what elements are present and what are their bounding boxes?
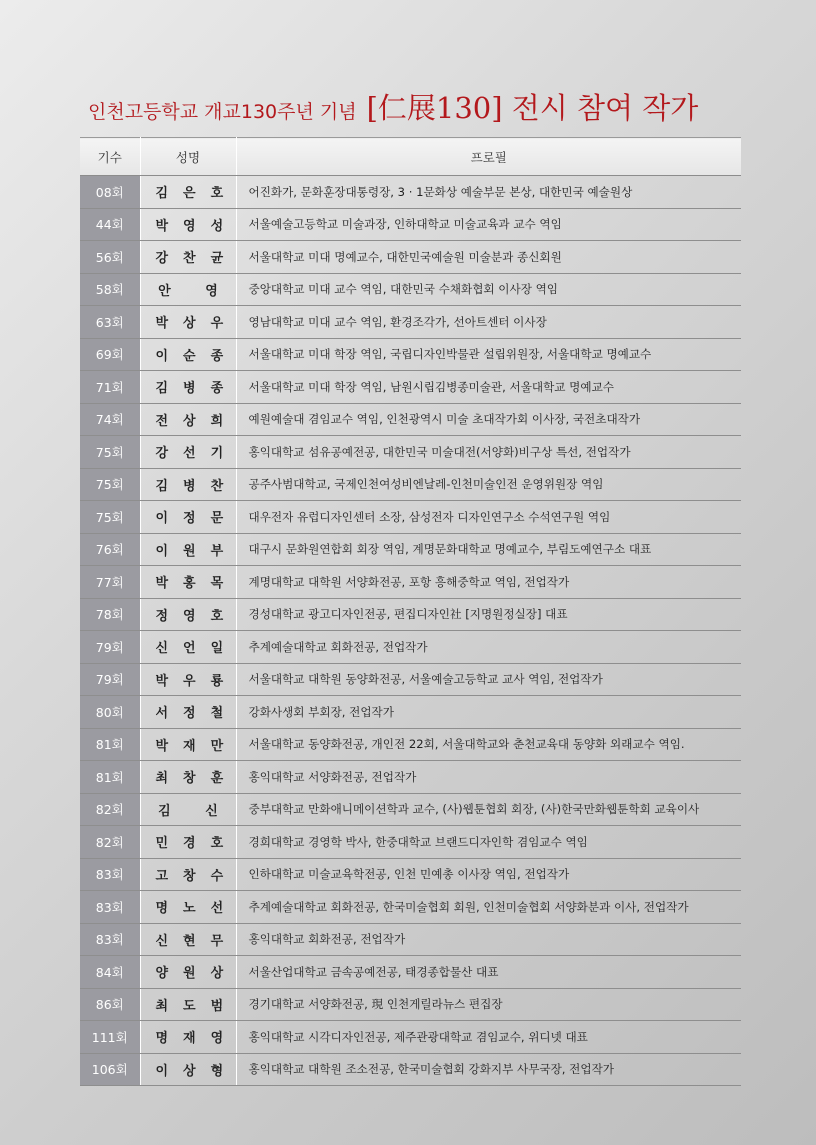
table-row xyxy=(80,891,741,924)
name-cell: 민경호 xyxy=(140,826,236,859)
class-number-cell: 58회 xyxy=(80,273,140,306)
table-row xyxy=(80,956,741,989)
table-row xyxy=(80,241,741,274)
profile-cell: 서울대학교 동양화전공, 개인전 22회, 서울대학교와 춘천교육대 동양화 외래교수 역임. xyxy=(236,728,741,761)
table-row xyxy=(80,988,741,1021)
profile-cell: 공주사범대학교, 국제인천여성비엔날레-인천미술인전 운영위원장 역임 xyxy=(236,468,741,501)
profile-cell: 추계예술대학교 회화전공, 한국미술협회 회원, 인천미술협회 서양화분과 이사, 전업작가 xyxy=(236,891,741,924)
table-row xyxy=(80,501,741,534)
profile-cell: 중부대학교 만화애니메이션학과 교수, (사)웹툰협회 회장, (사)한국만화웹툰학회 교육이사 xyxy=(236,793,741,826)
table-row xyxy=(80,306,741,339)
table-row xyxy=(80,371,741,404)
profile-cell: 서울대학교 미대 학장 역임, 국립디자인박물관 설립위원장, 서울대학교 명예교수 xyxy=(236,338,741,371)
name-cell: 이정문 xyxy=(140,501,236,534)
name-cell: 박영성 xyxy=(140,208,236,241)
table-header-row xyxy=(80,138,741,176)
class-number-cell: 77회 xyxy=(80,566,140,599)
header-profile: 프로필 xyxy=(236,138,741,176)
artist-table xyxy=(80,137,741,1086)
title-main: [仁展130] 전시 참여 작가 xyxy=(366,91,699,125)
table-row xyxy=(80,403,741,436)
profile-cell: 계명대학교 대학원 서양화전공, 포항 흥해중학교 역임, 전업작가 xyxy=(236,566,741,599)
table-row xyxy=(80,273,741,306)
profile-cell: 추계예술대학교 회화전공, 전업작가 xyxy=(236,631,741,664)
class-number-cell: 81회 xyxy=(80,728,140,761)
class-number-cell: 79회 xyxy=(80,663,140,696)
profile-cell: 강화사생회 부회장, 전업작가 xyxy=(236,696,741,729)
table-row xyxy=(80,338,741,371)
table-row xyxy=(80,923,741,956)
name-cell: 고창수 xyxy=(140,858,236,891)
class-number-cell: 75회 xyxy=(80,501,140,534)
profile-cell: 서울대학교 미대 학장 역임, 남원시립김병종미술관, 서울대학교 명예교수 xyxy=(236,371,741,404)
class-number-cell: 84회 xyxy=(80,956,140,989)
class-number-cell: 79회 xyxy=(80,631,140,664)
profile-cell: 서울산업대학교 금속공예전공, 태경종합물산 대표 xyxy=(236,956,741,989)
profile-cell: 인하대학교 미술교육학전공, 인천 민예총 이사장 역임, 전업작가 xyxy=(236,858,741,891)
class-number-cell: 44회 xyxy=(80,208,140,241)
profile-cell: 대우전자 유럽디자인센터 소장, 삼성전자 디자인연구소 수석연구원 역임 xyxy=(236,501,741,534)
class-number-cell: 08회 xyxy=(80,176,140,209)
class-number-cell: 82회 xyxy=(80,793,140,826)
header-gi: 기수 xyxy=(80,138,140,176)
page-title xyxy=(88,86,698,127)
table-row xyxy=(80,208,741,241)
profile-cell: 서울대학교 대학원 동양화전공, 서울예술고등학교 교사 역임, 전업작가 xyxy=(236,663,741,696)
table-row xyxy=(80,858,741,891)
class-number-cell: 83회 xyxy=(80,923,140,956)
table-row xyxy=(80,696,741,729)
profile-cell: 경희대학교 경영학 박사, 한중대학교 브랜드디자인학 겸임교수 역임 xyxy=(236,826,741,859)
name-cell: 강찬균 xyxy=(140,241,236,274)
name-cell: 김은호 xyxy=(140,176,236,209)
table-row xyxy=(80,728,741,761)
profile-cell: 중앙대학교 미대 교수 역임, 대한민국 수채화협회 이사장 역임 xyxy=(236,273,741,306)
table-row xyxy=(80,598,741,631)
table-row xyxy=(80,663,741,696)
name-cell: 박홍목 xyxy=(140,566,236,599)
name-cell: 서정철 xyxy=(140,696,236,729)
profile-cell: 홍익대학교 회화전공, 전업작가 xyxy=(236,923,741,956)
name-cell: 박재만 xyxy=(140,728,236,761)
profile-cell: 경기대학교 서양화전공, 現 인천게릴라뉴스 편집장 xyxy=(236,988,741,1021)
class-number-cell: 106회 xyxy=(80,1053,140,1086)
name-cell: 최도범 xyxy=(140,988,236,1021)
profile-cell: 경성대학교 광고디자인전공, 편집디자인社 [지명원정실장] 대표 xyxy=(236,598,741,631)
profile-cell: 홍익대학교 시각디자인전공, 제주관광대학교 겸임교수, 위디넷 대표 xyxy=(236,1021,741,1054)
name-cell: 이상형 xyxy=(140,1053,236,1086)
table-row xyxy=(80,468,741,501)
name-cell: 명재영 xyxy=(140,1021,236,1054)
name-cell: 안 영 xyxy=(140,273,236,306)
class-number-cell: 69회 xyxy=(80,338,140,371)
class-number-cell: 81회 xyxy=(80,761,140,794)
profile-cell: 서울예술고등학교 미술과장, 인하대학교 미술교육과 교수 역임 xyxy=(236,208,741,241)
name-cell: 전상희 xyxy=(140,403,236,436)
name-cell: 양원상 xyxy=(140,956,236,989)
profile-cell: 영남대학교 미대 교수 역임, 환경조각가, 선아트센터 이사장 xyxy=(236,306,741,339)
name-cell: 신언일 xyxy=(140,631,236,664)
table-row xyxy=(80,826,741,859)
class-number-cell: 63회 xyxy=(80,306,140,339)
name-cell: 김병찬 xyxy=(140,468,236,501)
class-number-cell: 78회 xyxy=(80,598,140,631)
name-cell: 이원부 xyxy=(140,533,236,566)
class-number-cell: 75회 xyxy=(80,468,140,501)
table-row xyxy=(80,1053,741,1086)
profile-cell: 예원예술대 겸임교수 역임, 인천광역시 미술 초대작가회 이사장, 국전초대작가 xyxy=(236,403,741,436)
name-cell: 명노선 xyxy=(140,891,236,924)
class-number-cell: 82회 xyxy=(80,826,140,859)
profile-cell: 서울대학교 미대 명예교수, 대한민국예술원 미술분과 종신회원 xyxy=(236,241,741,274)
name-cell: 강선기 xyxy=(140,436,236,469)
class-number-cell: 71회 xyxy=(80,371,140,404)
table-row xyxy=(80,631,741,664)
name-cell: 박상우 xyxy=(140,306,236,339)
table-row xyxy=(80,533,741,566)
name-cell: 이순종 xyxy=(140,338,236,371)
table-row xyxy=(80,793,741,826)
class-number-cell: 111회 xyxy=(80,1021,140,1054)
name-cell: 김병종 xyxy=(140,371,236,404)
class-number-cell: 83회 xyxy=(80,858,140,891)
profile-cell: 홍익대학교 서양화전공, 전업작가 xyxy=(236,761,741,794)
title-prefix: 인천고등학교 개교130주년 기념 xyxy=(88,101,357,123)
profile-cell: 대구시 문화원연합회 회장 역임, 계명문화대학교 명예교수, 부림도예연구소 대표 xyxy=(236,533,741,566)
profile-cell: 홍익대학교 섬유공예전공, 대한민국 미술대전(서양화)비구상 특선, 전업작가 xyxy=(236,436,741,469)
table-row xyxy=(80,436,741,469)
profile-cell: 홍익대학교 대학원 조소전공, 한국미술협회 강화지부 사무국장, 전업작가 xyxy=(236,1053,741,1086)
class-number-cell: 74회 xyxy=(80,403,140,436)
table-row xyxy=(80,761,741,794)
header-name: 성명 xyxy=(140,138,236,176)
table-row xyxy=(80,566,741,599)
name-cell: 김 신 xyxy=(140,793,236,826)
name-cell: 정영호 xyxy=(140,598,236,631)
class-number-cell: 86회 xyxy=(80,988,140,1021)
class-number-cell: 56회 xyxy=(80,241,140,274)
table-row xyxy=(80,176,741,209)
name-cell: 신현무 xyxy=(140,923,236,956)
name-cell: 박우룡 xyxy=(140,663,236,696)
table-row xyxy=(80,1021,741,1054)
class-number-cell: 80회 xyxy=(80,696,140,729)
name-cell: 최창훈 xyxy=(140,761,236,794)
class-number-cell: 75회 xyxy=(80,436,140,469)
class-number-cell: 76회 xyxy=(80,533,140,566)
class-number-cell: 83회 xyxy=(80,891,140,924)
profile-cell: 어진화가, 문화훈장대통령장, 3 · 1문화상 예술부문 본상, 대한민국 예술원상 xyxy=(236,176,741,209)
